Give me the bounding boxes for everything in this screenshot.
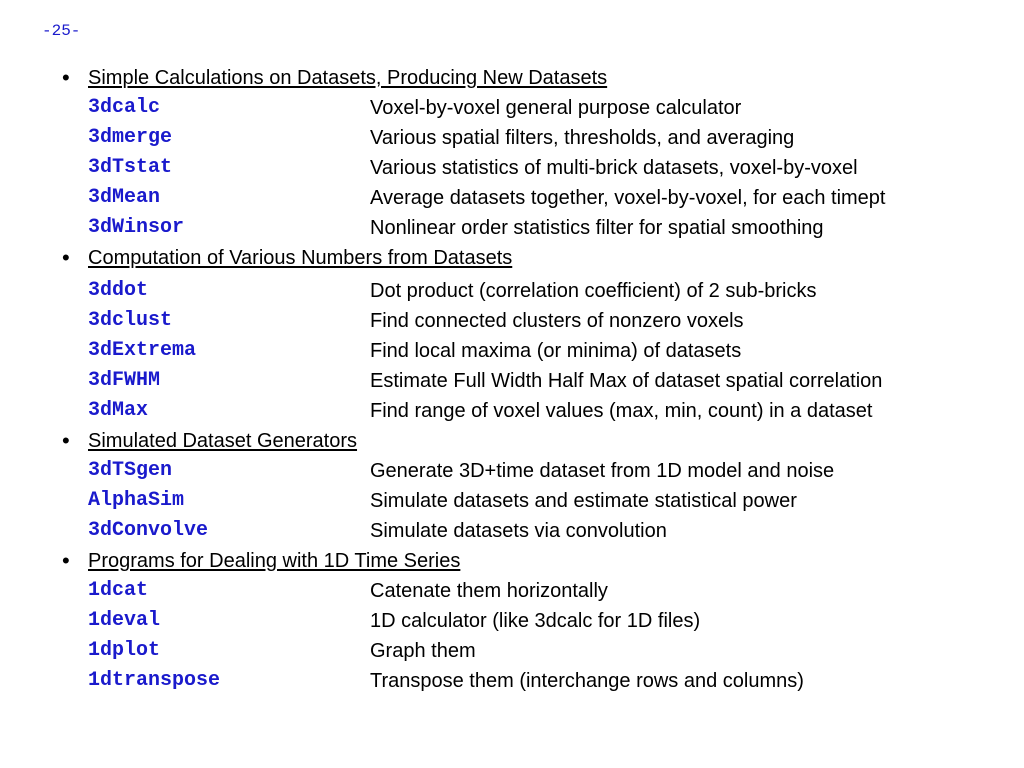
program-description: Average datasets together, voxel-by-voxel, for each timept bbox=[370, 187, 886, 209]
program-row bbox=[62, 456, 1012, 486]
program-description: Catenate them horizontally bbox=[370, 580, 608, 602]
program-row bbox=[62, 516, 1012, 546]
program-description: Voxel-by-voxel general purpose calculator bbox=[370, 97, 742, 119]
program-description: Transpose them (interchange rows and columns) bbox=[370, 670, 804, 692]
program-row bbox=[62, 306, 1012, 336]
section-heading: Simulated Dataset Generators bbox=[88, 430, 358, 452]
program-list bbox=[62, 63, 1012, 696]
program-name: 3dConvolve bbox=[88, 519, 209, 542]
program-description: Various statistics of multi-brick datasets, voxel-by-voxel bbox=[370, 157, 858, 179]
program-description: Generate 3D+time dataset from 1D model and noise bbox=[370, 460, 835, 482]
page-number: -25- bbox=[42, 22, 81, 40]
program-row bbox=[62, 123, 1012, 153]
program-name: 3dTSgen bbox=[88, 459, 173, 482]
program-name: 3ddot bbox=[88, 279, 149, 302]
program-row bbox=[62, 93, 1012, 123]
program-description: 1D calculator (like 3dcalc for 1D files) bbox=[370, 610, 701, 632]
bullet-icon: • bbox=[62, 245, 70, 270]
program-description: Find local maxima (or minima) of datasets bbox=[370, 340, 742, 362]
program-name: 3dTstat bbox=[88, 156, 173, 179]
program-description: Graph them bbox=[370, 640, 476, 662]
section-simple-calculations bbox=[62, 63, 1012, 243]
program-row bbox=[62, 666, 1012, 696]
program-description: Find range of voxel values (max, min, count) in a dataset bbox=[370, 400, 873, 422]
bullet-icon: • bbox=[62, 548, 70, 573]
section-computation-of-numbers bbox=[62, 243, 1012, 426]
section-heading: Computation of Various Numbers from Datasets bbox=[88, 247, 513, 269]
program-name: 1dplot bbox=[88, 639, 161, 662]
program-row bbox=[62, 486, 1012, 516]
program-row bbox=[62, 636, 1012, 666]
program-name: 3dFWHM bbox=[88, 369, 161, 392]
program-name: AlphaSim bbox=[88, 489, 185, 512]
program-name: 3dWinsor bbox=[88, 216, 185, 239]
program-row bbox=[62, 213, 1012, 243]
program-row bbox=[62, 336, 1012, 366]
program-name: 1dtranspose bbox=[88, 669, 221, 692]
program-row bbox=[62, 366, 1012, 396]
section-header bbox=[62, 63, 1012, 93]
program-description: Various spatial filters, thresholds, and averaging bbox=[370, 127, 795, 149]
section-1d-time-series bbox=[62, 546, 1012, 696]
section-heading: Simple Calculations on Datasets, Producing New Datasets bbox=[88, 67, 608, 89]
program-description: Simulate datasets and estimate statistical power bbox=[370, 490, 797, 512]
program-row bbox=[62, 276, 1012, 306]
section-header bbox=[62, 546, 1012, 576]
program-name: 3dcalc bbox=[88, 96, 161, 119]
program-description: Dot product (correlation coefficient) of 2 sub-bricks bbox=[370, 280, 817, 302]
program-description: Nonlinear order statistics filter for spatial smoothing bbox=[370, 217, 824, 239]
program-description: Estimate Full Width Half Max of dataset spatial correlation bbox=[370, 370, 883, 392]
program-name: 3dExtrema bbox=[88, 339, 197, 362]
section-header bbox=[62, 243, 1012, 273]
program-name: 1dcat bbox=[88, 579, 149, 602]
program-name: 3dmerge bbox=[88, 126, 173, 149]
program-description: Simulate datasets via convolution bbox=[370, 520, 667, 542]
program-name: 3dMax bbox=[88, 399, 149, 422]
bullet-icon: • bbox=[62, 65, 70, 90]
bullet-icon: • bbox=[62, 428, 70, 453]
program-row bbox=[62, 153, 1012, 183]
section-header bbox=[62, 426, 1012, 456]
program-row bbox=[62, 183, 1012, 213]
section-heading: Programs for Dealing with 1D Time Series bbox=[88, 550, 461, 572]
program-row bbox=[62, 606, 1012, 636]
program-row bbox=[62, 576, 1012, 606]
program-name: 3dMean bbox=[88, 186, 161, 209]
program-name: 3dclust bbox=[88, 309, 173, 332]
section-simulated-generators bbox=[62, 426, 1012, 546]
program-description: Find connected clusters of nonzero voxels bbox=[370, 310, 744, 332]
program-name: 1deval bbox=[88, 609, 161, 632]
program-row bbox=[62, 396, 1012, 426]
